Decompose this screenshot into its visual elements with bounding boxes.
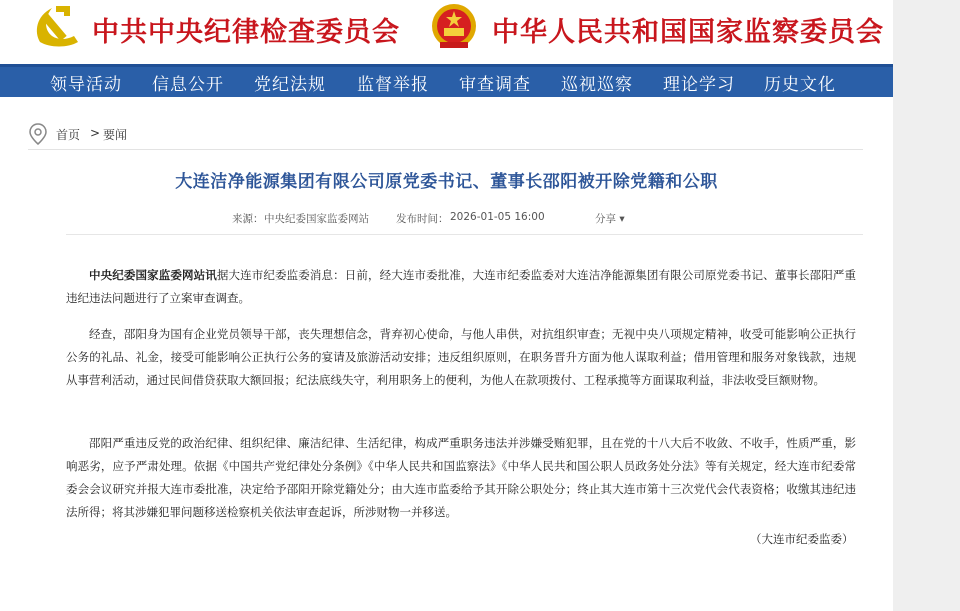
nav-item-inspection[interactable]: 巡视巡察 [561, 75, 633, 95]
chevron-down-icon: ▾ [619, 213, 625, 225]
breadcrumb-divider [28, 149, 863, 150]
article-title: 大连洁净能源集团有限公司原党委书记、董事长邵阳被开除党籍和公职 [175, 172, 718, 192]
page-side-gutter [893, 0, 960, 611]
meta-divider [66, 234, 863, 235]
location-pin-icon [28, 123, 48, 145]
article-paragraph-1-text: 据大连市纪委监委消息：日前，经大连市委批准，大连市纪委监委对大连洁净能源集团有限公司原党委书记、董事长邵阳严重违纪违法问题进行了立案审查调查。 [66, 267, 856, 305]
breadcrumb-current-link[interactable]: 要闻 [103, 128, 128, 142]
article-paragraph-2: 经查，邵阳身为国有企业党员领导干部，丧失理想信念，背弃初心使命，与他人串供，对抗组织审查；无视中央八项规定精神，收受可能影响公正执行公务的礼品、礼金，接受可能影响公正执行公务的宴请及旅游活动安排；违反组织原则，在职务晋升方面为他人谋取利益；借用管理和服务对象钱款，违规从事营利活动，通过民间借贷获取大额回报；纪法底线失守，利用职务上的便利，为他人在款项拨付、工程承揽等方面谋取利益，非法收受巨额财物。 [66, 326, 856, 387]
article-paragraph-1 [66, 264, 856, 310]
breadcrumb-home-link[interactable]: 首页 [56, 128, 81, 142]
main-nav [0, 64, 893, 97]
national-emblem-icon[interactable] [426, 2, 482, 52]
nsc-site-title[interactable]: 中华人民共和国国家监察委员会 [492, 17, 884, 48]
publish-time-value: 2026-01-05 16:00 [450, 211, 545, 223]
nav-item-report[interactable]: 监督举报 [357, 75, 429, 95]
article-signature: （大连市纪委监委） [750, 532, 854, 546]
nav-item-investigation[interactable]: 审查调查 [459, 75, 531, 95]
nav-item-theory[interactable]: 理论学习 [663, 75, 735, 95]
article-lead: 中央纪委国家监委网站讯 [89, 267, 217, 282]
source-value: 中央纪委国家监委网站 [264, 213, 369, 225]
site-header [0, 0, 893, 64]
source-label: 来源： [232, 213, 264, 225]
article-paragraph-3: 邵阳严重违反党的政治纪律、组织纪律、廉洁纪律、生活纪律，构成严重职务违法并涉嫌受贿犯罪，且在党的十八大后不收敛、不收手，性质严重，影响恶劣，应予严肃处理。依据《中国共产党纪律处分条例》《中华人民共和国监察法》《中华人民共和国公职人员政务处分法》等有关规定，经大连市纪委常委会会议研究并报大连市委批准，决定给予邵阳开除党籍处分；由大连市监委给予其开除公职处分；终止其大连市第十三次党代会代表资格；收缴其违纪违法所得；将其涉嫌犯罪问题移送检察机关依法审查起诉，所涉财物一并移送。 [66, 435, 856, 519]
share-button[interactable] [595, 211, 625, 226]
nav-item-regulations[interactable]: 党纪法规 [254, 75, 326, 95]
party-emblem-icon[interactable] [30, 2, 82, 52]
ccdi-site-title[interactable]: 中共中央纪律检查委员会 [92, 17, 400, 48]
share-label: 分享 [595, 213, 616, 225]
nav-item-leadership[interactable]: 领导活动 [50, 75, 122, 95]
nav-item-history[interactable]: 历史文化 [764, 75, 836, 95]
nav-item-info-disclosure[interactable]: 信息公开 [152, 75, 224, 95]
breadcrumb-separator: > [90, 126, 101, 140]
publish-time-label: 发布时间： [396, 213, 449, 225]
